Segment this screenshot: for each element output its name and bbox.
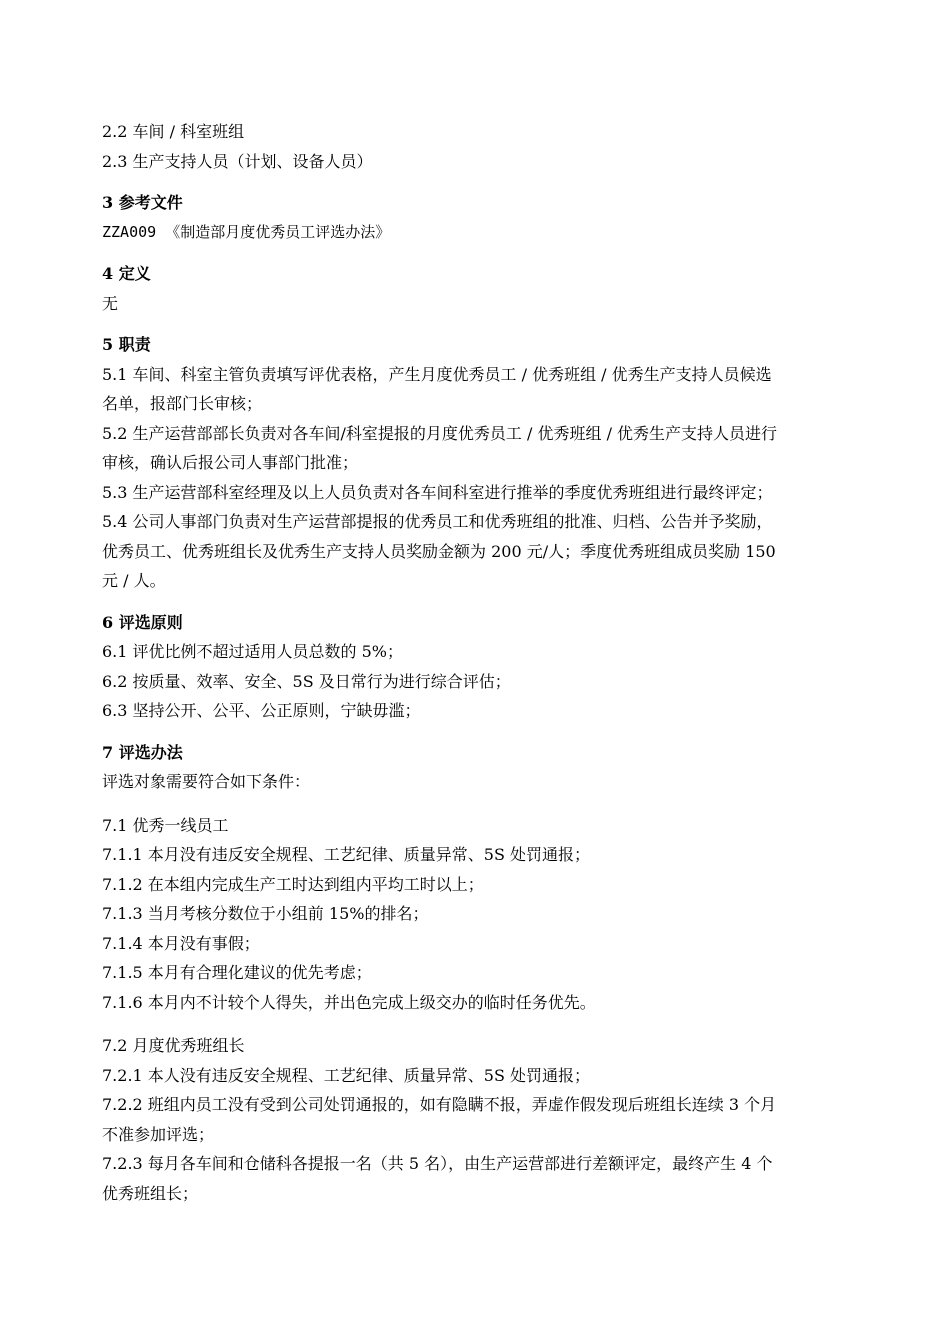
text-line: 7.2.2 班组内员工没有受到公司处罚通报的，如有隐瞒不报，弄虚作假发现后班组长连续 3 个月	[102, 1095, 777, 1114]
text-line: 7.1.6 本月内不计较个人得失，并出色完成上级交办的临时任务优先。	[102, 992, 596, 1012]
text-line: 7.1.3 当月考核分数位于小组前 15%的排名；	[102, 904, 429, 923]
section-heading: 7 评选办法	[102, 742, 183, 762]
subsection-heading: 7.1 优秀一线员工	[102, 815, 229, 835]
document-body	[102, 117, 842, 1208]
section-heading: 6 评选原则	[102, 612, 183, 632]
text-line: 7.2.3 每月各车间和仓储科各提报一名（共 5 名），由生产运营部进行差额评定，最终产生 4 个	[102, 1154, 773, 1173]
section-heading: 5 职责	[102, 335, 151, 354]
section-heading: 3 参考文件	[102, 193, 183, 212]
text-line: 评选对象需要符合如下条件：	[102, 772, 311, 791]
text-line: 无	[102, 293, 119, 313]
text-line: 7.1.5 本月有合理化建议的优先考虑；	[102, 963, 372, 982]
text-line: 5.1 车间、科室主管负责填写评优表格，产生月度优秀员工 / 优秀班组 / 优秀生产支持人员候选	[102, 364, 772, 384]
text-line: 6.3 坚持公开、公平、公正原则，宁缺毋滥；	[102, 701, 421, 720]
subsection-heading: 7.2 月度优秀班组长	[102, 1036, 245, 1055]
reference-line: ZZA009 《制造部月度优秀员工评选办法》	[102, 222, 391, 241]
text-line: 5.4 公司人事部门负责对生产运营部提报的优秀员工和优秀班组的批准、归档、公告并予奖励，	[102, 512, 773, 531]
text-line: 名单，报部门长审核；	[102, 394, 263, 413]
text-line: 元 / 人。	[102, 571, 166, 590]
text-line: 7.1.1 本月没有违反安全规程、工艺纪律、质量异常、5S 处罚通报；	[102, 845, 591, 864]
text-line: 优秀员工、优秀班组长及优秀生产支持人员奖励金额为 200 元/人；季度优秀班组成员奖励 150	[102, 541, 776, 561]
text-line: 6.2 按质量、效率、安全、5S 及日常行为进行综合评估；	[102, 671, 511, 691]
text-line: 2.2 车间 / 科室班组	[102, 122, 245, 141]
text-line: 审核，确认后报公司人事部门批准；	[102, 453, 359, 472]
section-heading: 4 定义	[102, 264, 151, 283]
text-line: 优秀班组长；	[102, 1183, 199, 1203]
text-line: 5.2 生产运营部部长负责对各车间/科室提报的月度优秀员工 / 优秀班组 / 优秀生产支持人员进行	[102, 423, 778, 443]
text-line: 7.2.1 本人没有违反安全规程、工艺纪律、质量异常、5S 处罚通报；	[102, 1065, 591, 1085]
text-line: 6.1 评优比例不超过适用人员总数的 5%；	[102, 642, 404, 661]
text-line: 2.3 生产支持人员（计划、设备人员）	[102, 151, 373, 171]
text-line: 不准参加评选；	[102, 1124, 215, 1144]
text-line: 7.1.4 本月没有事假；	[102, 933, 260, 953]
text-line: 7.1.2 在本组内完成生产工时达到组内平均工时以上；	[102, 874, 484, 894]
text-line: 5.3 生产运营部科室经理及以上人员负责对各车间科室进行推举的季度优秀班组进行最终评定；	[102, 482, 773, 502]
